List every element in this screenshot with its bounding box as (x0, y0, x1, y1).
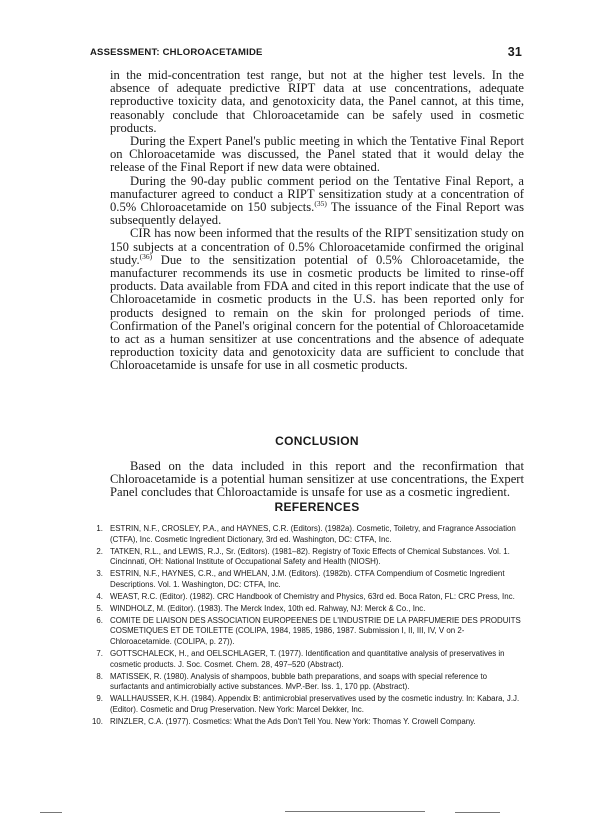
conclusion-heading: CONCLUSION (275, 434, 359, 448)
reference-text: RINZLER, C.A. (1977). Cosmetics: What the Ads Don't Tell You. New York: Thomas Y. Crowell Company. (110, 716, 476, 726)
reference-number: 9. (96, 694, 103, 704)
scan-edge-line (455, 812, 500, 813)
reference-text: WINDHOLZ, M. (Editor). (1983). The Merck Index, 10th ed. Rahway, NJ: Merck & Co., Inc. (110, 603, 426, 613)
paragraph-1: in the mid-concentration test range, but not at the higher test levels. In the absence of adequate predictive RIPT data at use concentrations, adequate reproductive toxicity data, and genotoxicity data, the Panel cannot, at this time, reasonably conclude that Chloroacetamide can be safely used in cosmetic products. (110, 68, 524, 135)
reference-text: ESTRIN, N.F., HAYNES, C.R., and WHELAN, J.M. (Editors). (1982b). CTFA Compendium of Cosmetic Ingredient Descriptions. Vol. 1. Washington, DC: CTFA, Inc. (110, 569, 505, 589)
paragraph-4 (110, 227, 524, 372)
citation-36: (36) (139, 251, 153, 261)
reference-number: 3. (96, 569, 103, 579)
reference-text: COMITE DE LIAISON DES ASSOCIATION EUROPEENES DE L'INDUSTRIE DE LA PARFUMERIE DES PRODUITS COSMETIQUES ET DE TOILETTE (COLIPA, 1984, 1985, 1986, 1987. Submission I, II, III, IV, V on 2-Chloroacetamide. (COLIPA, p. 27)). (110, 615, 521, 646)
reference-number: 7. (96, 649, 103, 659)
references-heading: REFERENCES (274, 500, 360, 514)
scan-edge-line (285, 811, 425, 812)
paragraph-4-text-a: CIR has now been informed that the results of the RIPT sensitization study on 150 subjects at a concentration of 0.5% Chloroacetamide confirmed the original study. (110, 226, 524, 267)
paragraph-3 (110, 175, 524, 228)
reference-item (88, 616, 526, 648)
reference-number: 5. (96, 603, 103, 613)
reference-text: WEAST, R.C. (Editor). (1982). CRC Handbook of Chemistry and Physics, 63rd ed. Boca Raton, FL: CRC Press, Inc. (110, 591, 515, 601)
conclusion-paragraph: Based on the data included in this report and the reconfirmation that Chloroacetamide is a potential human sensitizer at use concentrations, the Expert Panel concludes that Chloroactamide is unsafe for use as a cosmetic ingredient. (110, 459, 524, 500)
scan-edge-line (40, 812, 62, 813)
page-number: 31 (507, 45, 522, 59)
conclusion-text (110, 460, 524, 500)
reference-text: ESTRIN, N.F., CROSLEY, P.A., and HAYNES, C.R. (Editors). (1982a). Cosmetic, Toiletry, and Fragrance Association (CTFA), Inc. Cosmetic Ingredient Dictionary, 3rd ed. Washington, DC: CTFA, Inc. (110, 524, 516, 544)
running-title: ASSESSMENT: CHLOROACETAMIDE (90, 47, 263, 58)
running-header (90, 47, 522, 58)
reference-item (88, 524, 526, 545)
reference-number: 2. (96, 546, 103, 556)
reference-number: 8. (96, 671, 103, 681)
reference-item (88, 569, 526, 590)
reference-item (88, 547, 526, 568)
reference-number: 4. (96, 591, 103, 601)
paragraph-2: During the Expert Panel's public meeting in which the Tentative Final Report on Chloroacetamide was discussed, the Panel stated that it would delay the release of the Final Report if new data were obtained. (110, 134, 524, 175)
reference-item (88, 649, 526, 670)
citation-35: (35) (314, 199, 327, 209)
reference-number: 1. (96, 524, 103, 533)
reference-item (88, 592, 526, 603)
reference-item (88, 672, 526, 693)
reference-number: 10. (92, 716, 103, 726)
reference-text: TATKEN, R.L., and LEWIS, R.J., Sr. (Editors). (1981–82). Registry of Toxic Effects of Chemical Substances. Vol. 1. Cincinnati, OH: National Institute of Occupational Safety and Health (NIOSH). (110, 546, 510, 567)
reference-item (88, 717, 526, 728)
reference-text: MATISSEK, R. (1980). Analysis of shampoos, bubble bath preparations, and soaps with special reference to surfactants and antimicrobially active substances. MvP.-Ber. Iss. 1, 170 pp. (Abstract). (110, 671, 488, 692)
reference-number: 6. (96, 615, 103, 625)
reference-item (88, 694, 526, 715)
reference-text: GOTTSCHALECK, H., and OELSCHLAGER, T. (1977). Identification and quantitative analysis of preservatives in cosmetic products. J. Soc. Cosmet. Chem. 28, 497–520 (Abstract). (110, 649, 505, 669)
paragraph-3-text-a: During the 90-day public comment period on the Tentative Final Report, a manufacturer agreed to conduct a RIPT sensitization study at a concentration of 0.5% Chloroacetamide on 150 subjects. (110, 173, 524, 215)
body-text (110, 69, 524, 373)
paragraph-3-text-b: The issuance of the Final Report was subsequently delayed. (110, 200, 524, 228)
references-list (88, 524, 526, 729)
reference-text: WALLHAUSSER, K.H. (1984). Appendix B: antimicrobial preservatives used by the cosmetic industry. In: Kabara, J.J. (Editor). Cosmetic and Drug Preservation. New York: Marcel Dekker, Inc. (110, 694, 520, 714)
reference-item (88, 604, 526, 615)
paragraph-4-text-b: Due to the sensitization potential of 0.5% Chloroacetamide, the manufacturer recommends its use in cosmetic products be limited to rinse-off products. Data available from FDA and cited in this report indicate that the use of Chloroacetamide in cosmetic products in the U.S. has been reported only for products designed to remain on the skin for prolonged periods of time. Confirmation of the Panel's original concern for the potential of Chloroacetamide to act as a human sensitizer at use concentrations and the absence of adequate reproduction toxicity data and genotoxicity data are sufficient to conclude that Chloroacetamide is unsafe for use in all cosmetic products. (110, 252, 524, 373)
